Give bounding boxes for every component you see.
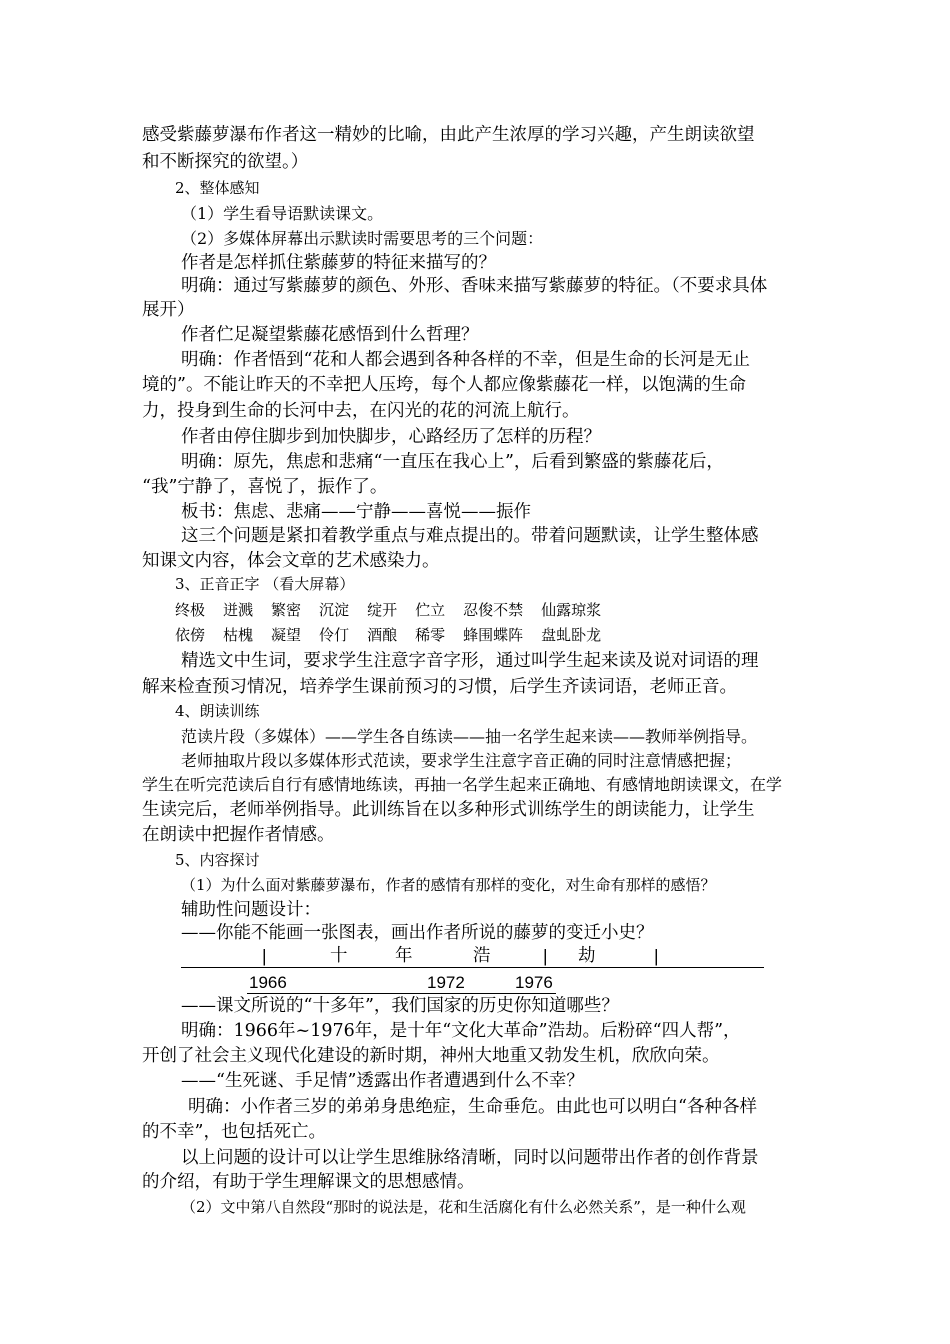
text-line: 辅助性问题设计：: [181, 900, 321, 920]
timeline-label: 劫: [578, 946, 596, 966]
text-line: 开创了社会主义现代化建设的新时期，神州大地重又勃发生机，欣欣向荣。: [142, 1046, 720, 1066]
vocab-word: 绽开: [367, 601, 398, 619]
timeline-separator: |: [543, 946, 548, 966]
timeline-separator: |: [654, 946, 659, 966]
section-heading: 5、内容探讨: [175, 851, 260, 869]
timeline-year: 1972: [427, 973, 465, 992]
vocab-word: 迸溅: [223, 601, 254, 619]
question-line: （1）为什么面对紫藤萝瀑布，作者的感情有那样的变化，对生命有那样的感悟？: [181, 876, 716, 894]
vocab-word: 仙露琼浆: [541, 601, 602, 619]
vocab-word: 枯槐: [223, 626, 254, 644]
timeline-label: 年: [395, 946, 413, 966]
text-line: 学生在听完范读后自行有感情地练读，再抽一名学生起来正确地、有感情地朗读课文，在学: [142, 775, 783, 794]
timeline-years-underline: [247, 993, 556, 994]
question-line: 作者伫足凝望紫藤花感悟到什么哲理？: [181, 325, 479, 345]
vocab-word: 盘虬卧龙: [541, 626, 602, 644]
timeline-year: 1966: [249, 973, 287, 992]
question-line: 作者是怎样抓住紫藤萝的特征来描写的？: [181, 253, 496, 273]
vocab-word: 蜂围蝶阵: [463, 626, 524, 644]
text-line: 生读完后，老师举例指导。此训练旨在以多种形式训练学生的朗读能力，让学生: [142, 800, 755, 820]
text-line: 精选文中生词，要求学生注意字音字形，通过叫学生起来读及说对词语的理: [181, 651, 759, 671]
blackboard-line: 板书：焦虑、悲痛——宁静——喜悦——振作: [181, 502, 531, 522]
text-line: ——你能不能画一张图表，画出作者所说的藤萝的变迁小史？: [181, 923, 654, 943]
timeline-label: 浩: [473, 946, 491, 966]
text-line: 知课文内容，体会文章的艺术感染力。: [142, 551, 440, 571]
timeline-line: [181, 967, 764, 968]
question-line: （2）文中第八自然段“那时的说法是，花和生活腐化有什么必然关系”，是一种什么观: [181, 1198, 746, 1216]
text-line: 的不幸”，也包括死亡。: [142, 1122, 326, 1142]
vocab-row-2: [175, 628, 619, 643]
text-line: 以上问题的设计可以让学生思维脉络清晰，同时以问题带出作者的创作背景: [181, 1148, 759, 1168]
vocab-word: 依傍: [175, 626, 206, 644]
question-line: ——课文所说的“十多年”，我们国家的历史你知道哪些？: [181, 996, 619, 1016]
text-line: 力，投身到生命的长河中去，在闪光的花的河流上航行。: [142, 401, 580, 421]
text-line: 老师抽取片段以多媒体形式范读，要求学生注意字音正确的同时注意情感把握；: [181, 751, 742, 770]
text-line: 感受紫藤萝瀑布作者这一精妙的比喻，由此产生浓厚的学习兴趣，产生朗读欲望: [142, 125, 755, 145]
vocab-word: 沉淀: [319, 601, 350, 619]
timeline-label: 十: [330, 946, 348, 966]
vocab-word: 伶仃: [319, 626, 350, 644]
question-line: 作者由停住脚步到加快脚步，心路经历了怎样的历程？: [181, 427, 601, 447]
text-line: 明确：作者悟到“花和人都会遇到各种各样的不幸，但是生命的长河是无止: [181, 350, 750, 370]
text-line: “我”宁静了，喜悦了，振作了。: [142, 477, 388, 497]
text-line: （2）多媒体屏幕出示默读时需要思考的三个问题：: [181, 229, 544, 248]
text-line: 解来检查预习情况，培养学生课前预习的习惯，后学生齐读词语，老师正音。: [142, 677, 737, 697]
text-line: 明确：原先，焦虑和悲痛“一直压在我心上”，后看到繁盛的紫藤花后，: [181, 452, 724, 472]
vocab-word: 伫立: [415, 601, 446, 619]
vocab-word: 终极: [175, 601, 206, 619]
section-heading: 3、正音正字 （看大屏幕）: [175, 575, 355, 593]
vocab-word: 繁密: [271, 601, 302, 619]
vocab-word: 酒酿: [367, 626, 398, 644]
text-line: 明确：1966年~1976年，是十年“文化大革命”浩劫。后粉碎“四人帮”，: [181, 1021, 741, 1041]
timeline-year: 1976: [515, 973, 553, 992]
text-line: 展开）: [142, 300, 195, 320]
vocab-word: 忍俊不禁: [463, 601, 524, 619]
text-line: 明确：通过写紫藤萝的颜色、外形、香味来描写紫藤萝的特征。（不要求具体: [181, 276, 768, 296]
text-line: 范读片段（多媒体）——学生各自练读——抽一名学生起来读——教师举例指导。: [181, 727, 758, 746]
vocab-word: 凝望: [271, 626, 302, 644]
vocab-row-1: [175, 603, 619, 618]
text-line: （1）学生看导语默读课文。: [181, 204, 384, 223]
text-line: 明确：小作者三岁的弟弟身患绝症，生命垂危。由此也可以明白“各种各样: [188, 1097, 757, 1117]
section-heading: 2、整体感知: [175, 179, 260, 197]
text-line: 这三个问题是紧扣着教学重点与难点提出的。带着问题默读，让学生整体感: [181, 526, 759, 546]
section-heading: 4、朗读训练: [175, 702, 260, 720]
question-line: ——“生死谜、手足情”透露出作者遭遇到什么不幸？: [181, 1071, 584, 1091]
text-line: 在朗读中把握作者情感。: [142, 825, 335, 845]
timeline-separator: |: [262, 946, 267, 966]
text-line: 的介绍，有助于学生理解课文的思想感情。: [142, 1172, 475, 1192]
vocab-word: 稀零: [415, 626, 446, 644]
text-line: 境的”。不能让昨天的不幸把人压垮，每个人都应像紫藤花一样，以饱满的生命: [142, 375, 746, 395]
text-line: 和不断探究的欲望。）: [142, 152, 309, 172]
